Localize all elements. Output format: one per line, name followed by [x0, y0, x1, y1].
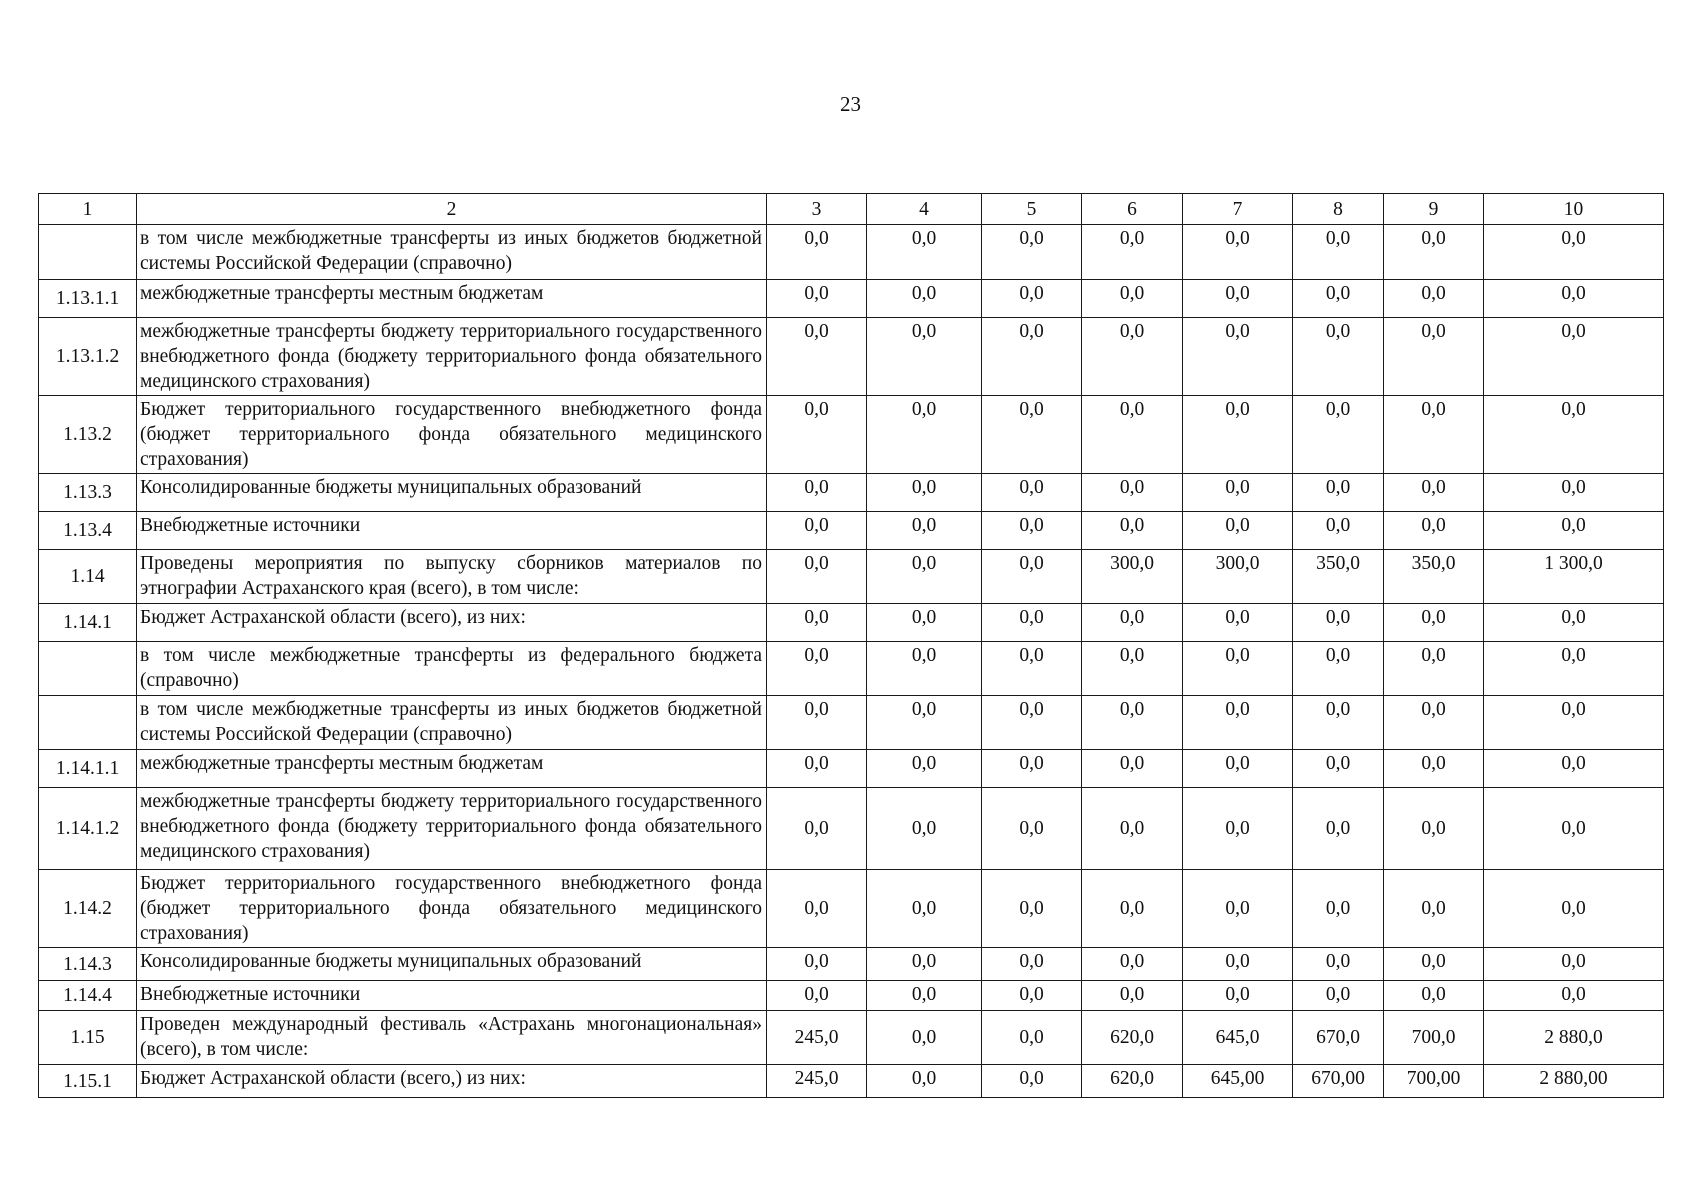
row-value: 0,0: [867, 642, 982, 696]
row-value: 0,0: [982, 280, 1082, 318]
table-row: [39, 1011, 1664, 1065]
row-value: 0,0: [767, 642, 867, 696]
row-value: 0,0: [1082, 396, 1183, 474]
row-value: 0,0: [1293, 788, 1384, 870]
row-value: 0,0: [1293, 512, 1384, 550]
table-row: [39, 512, 1664, 550]
row-description: Бюджет Астраханской области (всего,) из них:: [137, 1065, 767, 1098]
row-value: 0,0: [1293, 318, 1384, 396]
table-row: [39, 550, 1664, 604]
row-value: 0,0: [1384, 318, 1484, 396]
row-value: 0,0: [767, 318, 867, 396]
row-value: 0,0: [1384, 870, 1484, 948]
row-value: 620,0: [1082, 1065, 1183, 1098]
row-value: 0,0: [767, 788, 867, 870]
column-header: 7: [1183, 194, 1293, 225]
row-value: 0,0: [1082, 474, 1183, 512]
row-value: 0,0: [1384, 474, 1484, 512]
row-value: 0,0: [1484, 280, 1664, 318]
row-value: 0,0: [1384, 280, 1484, 318]
row-value: 0,0: [867, 474, 982, 512]
row-code: 1.13.1.2: [39, 318, 137, 396]
row-value: 0,0: [1293, 642, 1384, 696]
row-value: 0,0: [1183, 280, 1293, 318]
row-value: 0,0: [1484, 604, 1664, 642]
row-value: 0,0: [767, 225, 867, 280]
column-header: 5: [982, 194, 1082, 225]
row-value: 0,0: [1293, 981, 1384, 1011]
row-value: 0,0: [1384, 788, 1484, 870]
table-row: [39, 642, 1664, 696]
row-value: 0,0: [1293, 396, 1384, 474]
row-value: 0,0: [1082, 788, 1183, 870]
row-value: 0,0: [867, 280, 982, 318]
row-value: 0,0: [767, 550, 867, 604]
table-row: [39, 788, 1664, 870]
row-value: 0,0: [982, 396, 1082, 474]
row-description: Проведен международный фестиваль «Астрахань многонациональная» (всего), в том числе:: [137, 1011, 767, 1065]
row-code: [39, 642, 137, 696]
row-value: 0,0: [1484, 225, 1664, 280]
row-value: 0,0: [1384, 981, 1484, 1011]
row-code: 1.14.3: [39, 948, 137, 981]
row-value: 0,0: [1183, 788, 1293, 870]
row-value: 0,0: [1484, 981, 1664, 1011]
row-value: 350,0: [1293, 550, 1384, 604]
row-value: 0,0: [982, 604, 1082, 642]
column-header: 6: [1082, 194, 1183, 225]
row-value: 670,0: [1293, 1011, 1384, 1065]
row-code: 1.14.1.1: [39, 750, 137, 788]
column-header: 8: [1293, 194, 1384, 225]
row-value: 300,0: [1082, 550, 1183, 604]
column-header: 9: [1384, 194, 1484, 225]
row-value: 0,0: [982, 225, 1082, 280]
row-value: 700,0: [1384, 1011, 1484, 1065]
row-code: 1.13.1.1: [39, 280, 137, 318]
row-value: 0,0: [867, 981, 982, 1011]
row-value: 0,0: [867, 696, 982, 750]
row-value: 0,0: [767, 870, 867, 948]
page-number: 23: [840, 92, 861, 116]
table-row: [39, 225, 1664, 280]
row-value: 0,0: [982, 550, 1082, 604]
row-value: 0,0: [767, 696, 867, 750]
row-value: 0,0: [867, 870, 982, 948]
row-value: 0,0: [1384, 948, 1484, 981]
row-value: 0,0: [982, 642, 1082, 696]
row-value: 0,0: [767, 948, 867, 981]
table-row: [39, 750, 1664, 788]
row-value: 0,0: [1183, 750, 1293, 788]
row-description: Внебюджетные источники: [137, 512, 767, 550]
column-header: 4: [867, 194, 982, 225]
row-value: 0,0: [982, 318, 1082, 396]
row-value: 0,0: [1484, 318, 1664, 396]
row-value: 0,0: [1384, 750, 1484, 788]
column-header: 1: [39, 194, 137, 225]
row-value: 0,0: [1384, 512, 1484, 550]
row-value: 0,0: [1484, 788, 1664, 870]
row-value: 0,0: [1293, 696, 1384, 750]
row-description: в том числе межбюджетные трансферты из федерального бюджета (справочно): [137, 642, 767, 696]
row-value: 0,0: [1484, 696, 1664, 750]
row-value: 0,0: [767, 280, 867, 318]
row-value: 670,00: [1293, 1065, 1384, 1098]
row-value: 0,0: [1293, 225, 1384, 280]
row-value: 0,0: [1293, 280, 1384, 318]
row-value: 245,0: [767, 1065, 867, 1098]
row-description: межбюджетные трансферты бюджету территориального государственного внебюджетного фонда (бюджету территориального фонда обязательного медицинского страхования): [137, 788, 767, 870]
row-value: 245,0: [767, 1011, 867, 1065]
row-value: 0,0: [1484, 474, 1664, 512]
row-description: Внебюджетные источники: [137, 981, 767, 1011]
row-code: 1.15: [39, 1011, 137, 1065]
row-value: 0,0: [1183, 512, 1293, 550]
row-value: 620,0: [1082, 1011, 1183, 1065]
row-value: 0,0: [867, 550, 982, 604]
row-value: 0,0: [982, 788, 1082, 870]
row-value: 0,0: [867, 396, 982, 474]
row-value: 0,0: [1183, 981, 1293, 1011]
row-value: 0,0: [1183, 318, 1293, 396]
row-value: 0,0: [867, 512, 982, 550]
row-description: Бюджет Астраханской области (всего), из них:: [137, 604, 767, 642]
header-row: [39, 194, 1664, 225]
row-value: 0,0: [1293, 474, 1384, 512]
row-value: 0,0: [1082, 318, 1183, 396]
row-value: 0,0: [982, 981, 1082, 1011]
row-value: 0,0: [1384, 604, 1484, 642]
column-header: 10: [1484, 194, 1664, 225]
row-value: 0,0: [1484, 642, 1664, 696]
row-value: 0,0: [1183, 870, 1293, 948]
row-value: 700,00: [1384, 1065, 1484, 1098]
row-value: 0,0: [1082, 696, 1183, 750]
row-value: 0,0: [867, 604, 982, 642]
row-code: 1.14: [39, 550, 137, 604]
row-value: 0,0: [1293, 948, 1384, 981]
row-code: 1.15.1: [39, 1065, 137, 1098]
row-value: 0,0: [1384, 696, 1484, 750]
row-code: [39, 696, 137, 750]
row-value: 0,0: [982, 870, 1082, 948]
row-value: 0,0: [982, 696, 1082, 750]
row-description: Проведены мероприятия по выпуску сборников материалов по этнографии Астраханского края (всего), в том числе:: [137, 550, 767, 604]
row-value: 0,0: [1484, 750, 1664, 788]
row-value: 0,0: [767, 750, 867, 788]
row-description: межбюджетные трансферты местным бюджетам: [137, 750, 767, 788]
row-value: 0,0: [982, 1065, 1082, 1098]
row-code: 1.13.3: [39, 474, 137, 512]
row-value: 0,0: [1484, 396, 1664, 474]
row-value: 0,0: [1082, 225, 1183, 280]
row-value: 0,0: [1082, 948, 1183, 981]
row-value: 0,0: [1082, 642, 1183, 696]
table-row: [39, 474, 1664, 512]
row-value: 645,0: [1183, 1011, 1293, 1065]
row-code: 1.14.4: [39, 981, 137, 1011]
row-value: 0,0: [1082, 750, 1183, 788]
row-value: 0,0: [1082, 512, 1183, 550]
row-value: 0,0: [867, 1011, 982, 1065]
row-value: 0,0: [1082, 981, 1183, 1011]
row-value: 1 300,0: [1484, 550, 1664, 604]
row-description: Бюджет территориального государственного внебюджетного фонда (бюджет территориального фонда обязательного медицинского страхования): [137, 870, 767, 948]
row-value: 0,0: [1082, 604, 1183, 642]
row-value: 0,0: [1183, 948, 1293, 981]
row-code: 1.14.2: [39, 870, 137, 948]
row-value: 350,0: [1384, 550, 1484, 604]
table-row: [39, 981, 1664, 1011]
row-value: 0,0: [1384, 225, 1484, 280]
table-row: [39, 870, 1664, 948]
row-value: 0,0: [1082, 870, 1183, 948]
table-row: [39, 396, 1664, 474]
row-description: Консолидированные бюджеты муниципальных образований: [137, 948, 767, 981]
row-value: 0,0: [1293, 604, 1384, 642]
row-value: 0,0: [1183, 225, 1293, 280]
row-description: Бюджет территориального государственного внебюджетного фонда (бюджет территориального фонда обязательного медицинского страхования): [137, 396, 767, 474]
row-value: 645,00: [1183, 1065, 1293, 1098]
row-description: межбюджетные трансферты местным бюджетам: [137, 280, 767, 318]
row-value: 0,0: [867, 750, 982, 788]
row-value: 0,0: [1183, 642, 1293, 696]
row-value: 0,0: [867, 318, 982, 396]
row-value: 0,0: [1183, 474, 1293, 512]
column-header: 2: [137, 194, 767, 225]
row-description: Консолидированные бюджеты муниципальных образований: [137, 474, 767, 512]
row-value: 0,0: [1183, 696, 1293, 750]
row-description: в том числе межбюджетные трансферты из иных бюджетов бюджетной системы Российской Федерации (справочно): [137, 225, 767, 280]
row-value: 0,0: [767, 474, 867, 512]
table-row: [39, 280, 1664, 318]
budget-table: [38, 193, 1664, 1098]
row-value: 0,0: [867, 1065, 982, 1098]
row-value: 0,0: [1183, 396, 1293, 474]
table-row: [39, 604, 1664, 642]
row-value: 0,0: [1484, 948, 1664, 981]
row-code: 1.13.4: [39, 512, 137, 550]
row-value: 0,0: [767, 512, 867, 550]
row-value: 0,0: [982, 512, 1082, 550]
row-value: 0,0: [867, 788, 982, 870]
row-value: 0,0: [1384, 642, 1484, 696]
table-row: [39, 948, 1664, 981]
row-value: 0,0: [767, 604, 867, 642]
row-value: 0,0: [1293, 870, 1384, 948]
row-value: 2 880,0: [1484, 1011, 1664, 1065]
row-value: 0,0: [767, 396, 867, 474]
row-code: 1.14.1: [39, 604, 137, 642]
row-value: 0,0: [767, 981, 867, 1011]
row-value: 0,0: [1484, 512, 1664, 550]
row-value: 0,0: [1484, 870, 1664, 948]
row-value: 0,0: [982, 750, 1082, 788]
table-row: [39, 318, 1664, 396]
row-description: в том числе межбюджетные трансферты из иных бюджетов бюджетной системы Российской Федерации (справочно): [137, 696, 767, 750]
row-value: 0,0: [982, 1011, 1082, 1065]
row-value: 0,0: [867, 948, 982, 981]
row-value: 0,0: [1082, 280, 1183, 318]
row-value: 0,0: [1384, 396, 1484, 474]
row-code: 1.13.2: [39, 396, 137, 474]
table-row: [39, 1065, 1664, 1098]
row-value: 0,0: [982, 948, 1082, 981]
table-row: [39, 696, 1664, 750]
row-value: 0,0: [1183, 604, 1293, 642]
row-value: 0,0: [982, 474, 1082, 512]
column-header: 3: [767, 194, 867, 225]
row-value: 0,0: [1293, 750, 1384, 788]
row-value: 2 880,00: [1484, 1065, 1664, 1098]
row-code: 1.14.1.2: [39, 788, 137, 870]
row-value: 300,0: [1183, 550, 1293, 604]
row-code: [39, 225, 137, 280]
row-value: 0,0: [867, 225, 982, 280]
row-description: межбюджетные трансферты бюджету территориального государственного внебюджетного фонда (бюджету территориального фонда обязательного медицинского страхования): [137, 318, 767, 396]
